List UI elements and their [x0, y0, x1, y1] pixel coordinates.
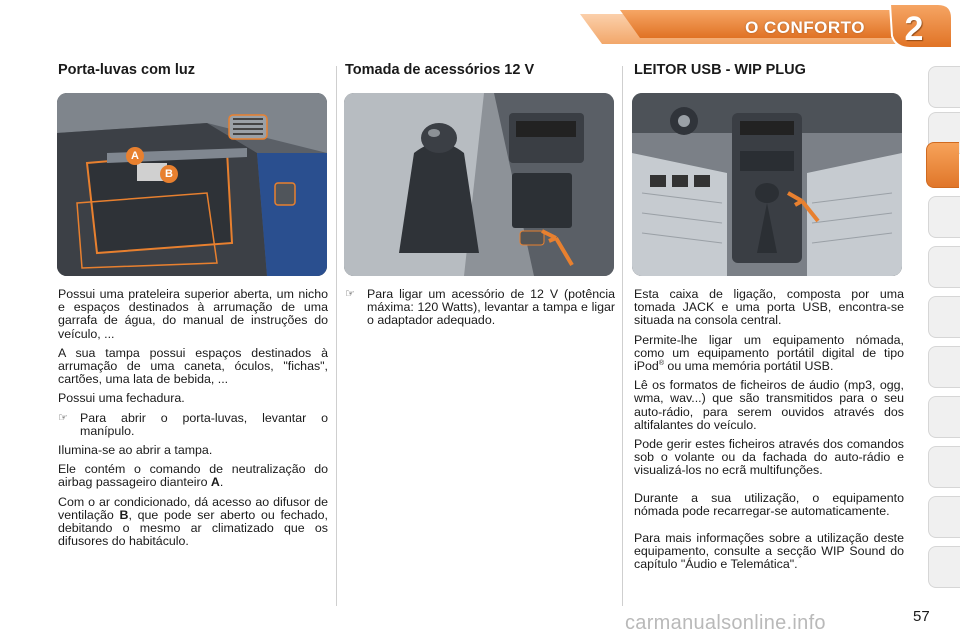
glovebox-vent-text-end: , que pode ser aberto ou fechado, debitando o mesmo ar climatizado que os difusores do habitáculo.: [58, 507, 328, 549]
hand-pointer-icon: ☞: [58, 411, 68, 424]
registered-mark: ®: [658, 359, 664, 367]
glovebox-vent-text: Com o ar condicionado, dá acesso ao difusor de ventilação: [58, 494, 328, 522]
hand-pointer-icon: ☞: [345, 288, 355, 300]
glovebox-instruction: [58, 412, 328, 438]
chapter-tab-11[interactable]: [928, 546, 960, 588]
watermark: carmanualsonline.info: [625, 612, 826, 634]
ref-label-a: A: [210, 475, 220, 490]
usb-paragraph: Lê os formatos de ficheiros de áudio (mp3, ogg, wma, wav...) que são transmitidos para o seu auto-rádio, para serem ouvidos através dos altifalantes do veículo.: [634, 378, 904, 432]
callout-label-a: A: [126, 147, 144, 165]
glovebox-instruction-text: Para abrir o porta-luvas, levantar o manípulo.: [80, 410, 328, 438]
glovebox-paragraph: Possui uma prateleira superior aberta, um nicho e espaços destinados à arrumação de uma garrafa de água, do manual de instruções do veículo, ...: [58, 287, 328, 341]
glovebox-paragraph: Possui uma fechadura.: [58, 391, 185, 406]
chapter-tab-4[interactable]: [928, 196, 960, 238]
glovebox-photo: [57, 93, 327, 276]
usb-paragraph: [634, 334, 904, 374]
section-title-accessory-socket: Tomada de acessórios 12 V: [345, 62, 535, 78]
chapter-title: O CONFORTO: [745, 18, 865, 37]
accessory-socket-photo: [344, 93, 614, 276]
chapter-number-badge: 2: [904, 9, 924, 48]
usb-paragraph: Esta caixa de ligação, composta por uma tomada JACK e uma porta USB, encontra-se situada na consola central.: [634, 287, 904, 328]
page-number: 57: [913, 608, 930, 625]
chapter-tab-10[interactable]: [928, 496, 960, 538]
column-divider: [622, 66, 623, 606]
usb-paragraph: Pode gerir estes ficheiros através dos comandos sob o volante ou da fachada do auto-rádio e visualizá-los no ecrã multifunções.: [634, 437, 904, 478]
usb-paragraph: Durante a sua utilização, o equipamento nómada pode recarregar-se automaticamente.: [634, 490, 904, 518]
accessory-socket-instruction-text: Para ligar um acessório de 12 V (potência máxima: 120 Watts), levantar a tampa e ligar o adaptador adequado.: [367, 287, 615, 328]
usb-paragraph: Para mais informações sobre a utilização deste equipamento, consulte a secção WIP Sound do capítulo "Áudio e Telemática".: [634, 531, 904, 572]
column-divider: [336, 66, 337, 606]
glovebox-paragraph: [58, 463, 328, 489]
chapter-tab-8[interactable]: [928, 396, 960, 438]
usb-ipod-text: Permite-lhe ligar um equipamento nómada, como um equipamento portátil digital de tipo iPod: [634, 332, 904, 374]
callout-label-b: B: [160, 165, 178, 183]
chapter-tab-5[interactable]: [928, 246, 960, 288]
accessory-socket-text: [345, 288, 615, 334]
glovebox-paragraph: Ilumina-se ao abrir a tampa.: [58, 443, 213, 458]
chapter-tab-9[interactable]: [928, 446, 960, 488]
usb-ipod-text-end: ou uma memória portátil USB.: [663, 359, 834, 374]
ref-label-b: B: [119, 507, 129, 522]
chapter-tab-6[interactable]: [928, 296, 960, 338]
accessory-socket-instruction: [345, 288, 615, 328]
chapter-tab-7[interactable]: [928, 346, 960, 388]
chapter-tab-active[interactable]: [926, 142, 959, 188]
glovebox-paragraph: [58, 496, 328, 549]
chapter-tab-1[interactable]: [928, 66, 960, 108]
punctuation: .: [219, 475, 224, 490]
section-title-glovebox: Porta-luvas com luz: [58, 62, 195, 78]
glovebox-paragraph: A sua tampa possui espaços destinados à arrumação de uma caneta, óculos, "fichas", cartões, uma lata de bebida, ...: [58, 345, 328, 387]
section-title-usb-player: LEITOR USB - WIP PLUG: [634, 62, 806, 78]
glovebox-airbag-text: Ele contém o comando de neutralização do airbag passageiro dianteiro: [58, 462, 328, 490]
usb-player-photo: [632, 93, 902, 276]
usb-player-text: [634, 288, 904, 578]
glovebox-text: [58, 288, 328, 554]
